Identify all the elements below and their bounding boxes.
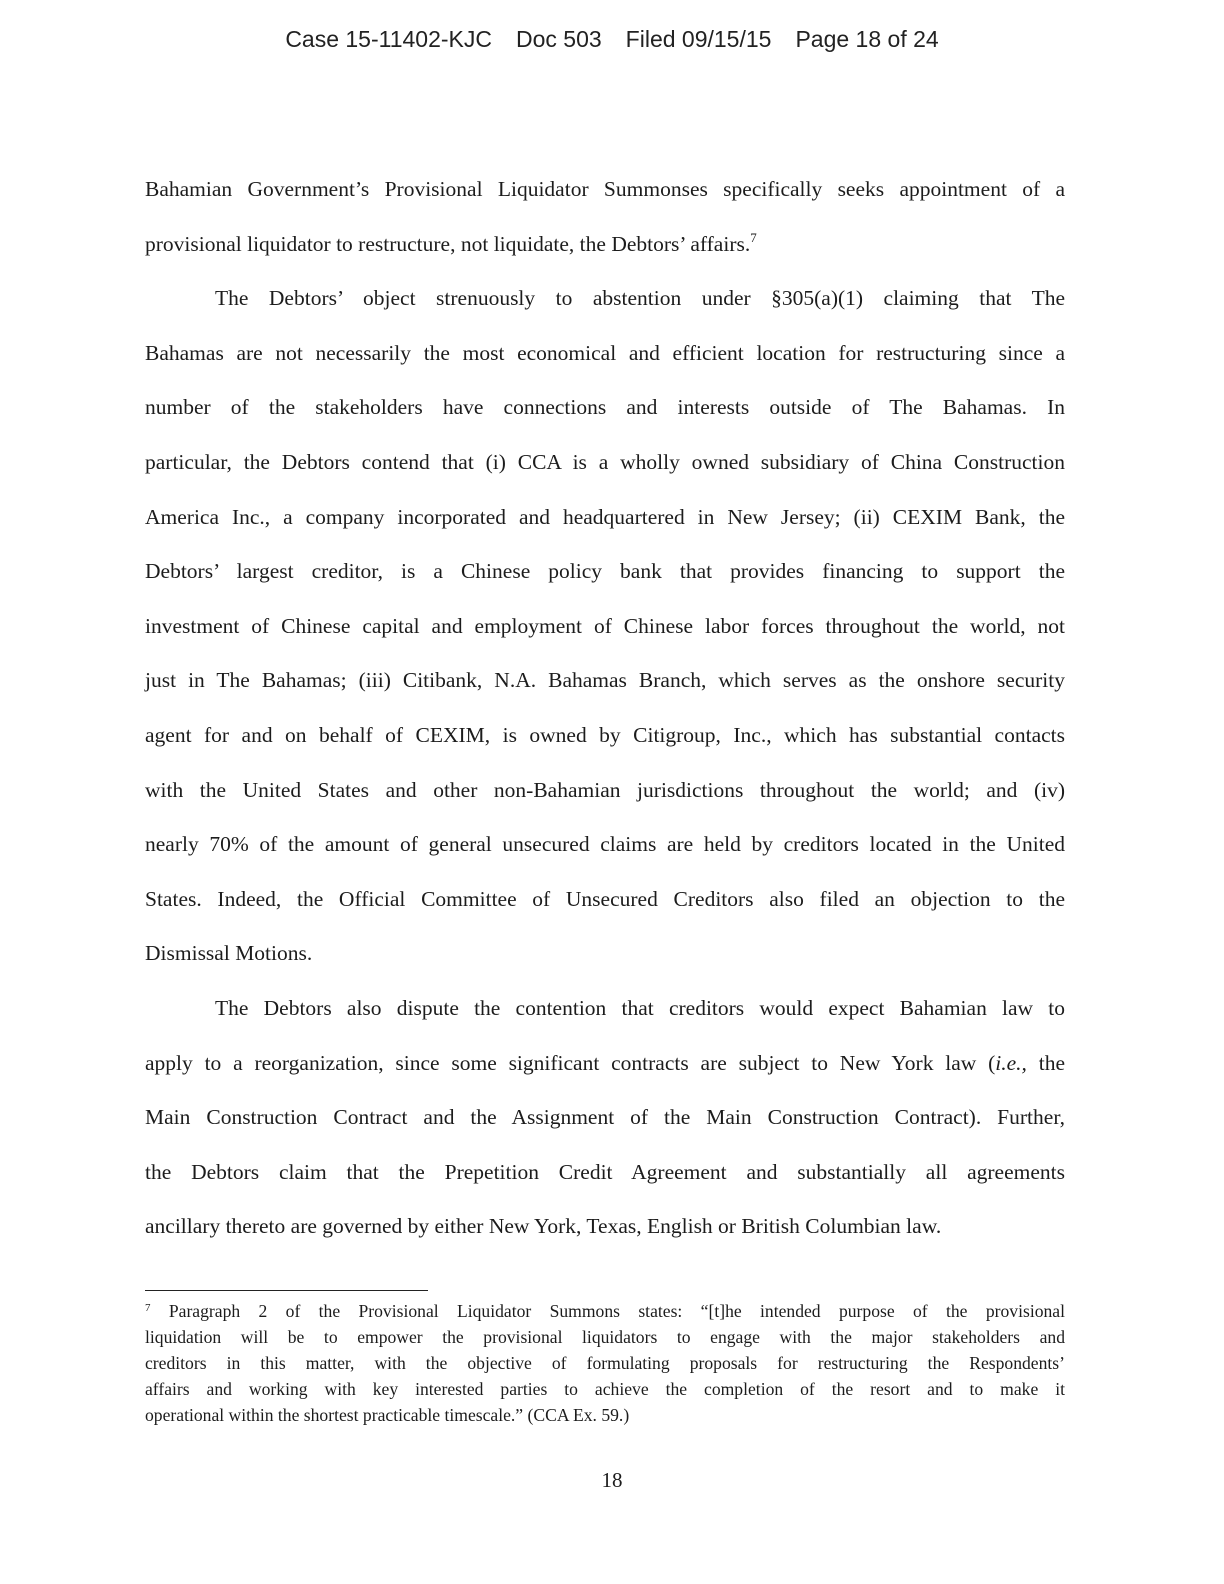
body-line: America Inc., a company incorporated and headquartered in New Jersey; (ii) CEXIM Bank, the bbox=[145, 504, 1065, 529]
footnote-separator bbox=[145, 1290, 428, 1291]
body-line-text: the bbox=[1026, 1050, 1065, 1075]
body-line: The Debtors’ object strenuously to abstention under §305(a)(1) claiming that The bbox=[215, 286, 1065, 311]
body-line bbox=[145, 217, 1065, 272]
body-line: Debtors’ largest creditor, is a Chinese policy bank that provides financing to support the bbox=[145, 559, 1065, 584]
court-filing-header bbox=[0, 26, 1224, 53]
footnote-line bbox=[145, 1298, 1065, 1324]
page-number: 18 bbox=[601, 1468, 623, 1492]
doc-number: Doc 503 bbox=[516, 26, 602, 52]
footnote bbox=[145, 1298, 1065, 1428]
body-line: Bahamas are not necessarily the most economical and efficient location for restructuring since a bbox=[145, 340, 1065, 365]
body-text bbox=[145, 162, 1065, 1254]
footnote-line: operational within the shortest practicable timescale.” (CCA Ex. 59.) bbox=[145, 1405, 630, 1425]
body-line: Dismissal Motions. bbox=[145, 941, 313, 966]
body-line: the Debtors claim that the Prepetition Credit Agreement and substantially all agreements bbox=[145, 1159, 1065, 1184]
footnote-reference: 7 bbox=[750, 229, 757, 245]
body-line: Main Construction Contract and the Assignment of the Main Construction Contract). Further, bbox=[145, 1105, 1065, 1130]
italic-ie: i.e., bbox=[995, 1050, 1027, 1075]
filed-date: Filed 09/15/15 bbox=[625, 26, 772, 52]
body-line: The Debtors also dispute the contention that creditors would expect Bahamian law to bbox=[215, 995, 1065, 1020]
body-line: agent for and on behalf of CEXIM, is owned by Citigroup, Inc., which has substantial contacts bbox=[145, 722, 1065, 747]
footnote-line-text: Paragraph 2 of the Provisional Liquidator Summons states: “[t]he intended purpose of the provisional bbox=[150, 1301, 1065, 1321]
body-line-text: apply to a reorganization, since some significant contracts are subject to New York law ( bbox=[145, 1050, 996, 1075]
case-number: Case 15-11402-KJC bbox=[285, 26, 492, 52]
body-line: number of the stakeholders have connections and interests outside of The Bahamas. In bbox=[145, 395, 1065, 420]
footnote-line: affairs and working with key interested parties to achieve the completion of the resort and to make it bbox=[145, 1379, 1065, 1399]
body-line: nearly 70% of the amount of general unsecured claims are held by creditors located in the United bbox=[145, 832, 1065, 857]
footnote-line: creditors in this matter, with the objective of formulating proposals for restructuring the Respondents’ bbox=[145, 1353, 1065, 1373]
footnote-line: liquidation will be to empower the provisional liquidators to engage with the major stakeholders and bbox=[145, 1327, 1065, 1347]
body-line: with the United States and other non-Bahamian jurisdictions throughout the world; and (iv) bbox=[145, 777, 1065, 802]
page-count: Page 18 of 24 bbox=[795, 26, 939, 52]
body-line: Bahamian Government’s Provisional Liquidator Summonses specifically seeks appointment of a bbox=[145, 177, 1065, 201]
body-line: just in The Bahamas; (iii) Citibank, N.A. Bahamas Branch, which serves as the onshore security bbox=[145, 668, 1065, 693]
body-line: States. Indeed, the Official Committee of Unsecured Creditors also filed an objection to the bbox=[145, 886, 1065, 911]
body-line: particular, the Debtors contend that (i) CCA is a wholly owned subsidiary of China Construction bbox=[145, 449, 1065, 474]
body-line bbox=[145, 1036, 1065, 1091]
footnote-marker: 7 bbox=[145, 1302, 151, 1314]
body-line: investment of Chinese capital and employment of Chinese labor forces throughout the world, not bbox=[145, 613, 1065, 638]
body-line: ancillary thereto are governed by either New York, Texas, English or British Columbian law. bbox=[145, 1214, 942, 1239]
body-line-text: provisional liquidator to restructure, not liquidate, the Debtors’ affairs. bbox=[145, 231, 751, 256]
